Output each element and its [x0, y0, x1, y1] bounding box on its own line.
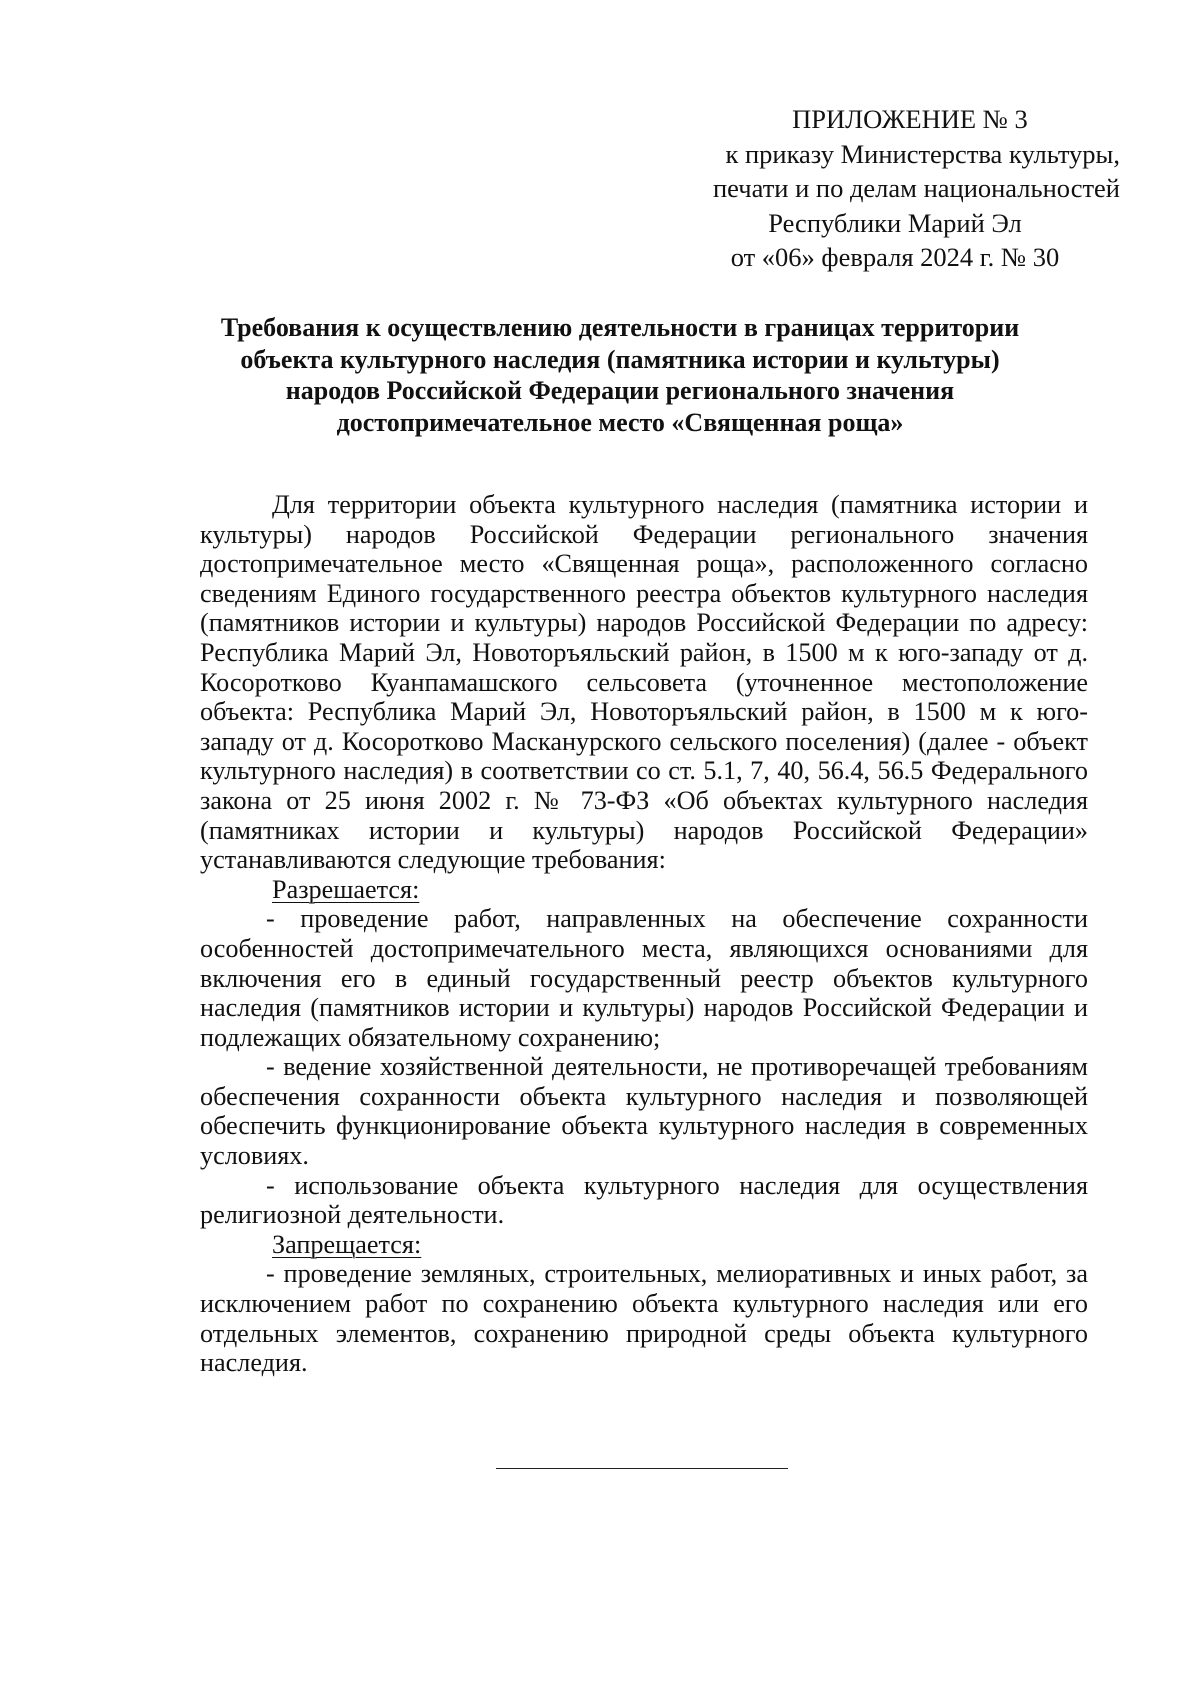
appendix-order-date: от «06» февраля 2024 г. № 30	[730, 242, 1060, 272]
title-line: Требования к осуществлению деятельности в границах территории	[220, 313, 1020, 342]
appendix-title: ПРИЛОЖЕНИЕ № 3	[792, 104, 1028, 134]
allowed-item: - ведение хозяйственной деятельности, не противоречащей требованиям обеспечения сохранности объекта культурного наследия и позволяющей обеспечить функционирование объекта культурного наследия в современных условиях.	[200, 1052, 1088, 1171]
document-title	[160, 312, 1080, 438]
allowed-item: - проведение работ, направленных на обеспечение сохранности особенностей достопримечательного места, являющихся основаниями для включения его в единый государственный реестр объектов культурного наследия (памятников истории и культуры) народов Российской Федерации и подлежащих обязательному сохранению;	[200, 904, 1088, 1052]
appendix-line: Республики Марий Эл	[768, 207, 1022, 238]
allowed-item: - использование объекта культурного наследия для осуществления религиозной деятельности.	[200, 1170, 1088, 1230]
title-line: народов Российской Федерации регионального значения	[285, 376, 955, 405]
title-line: достопримечательное место «Священная роща»	[336, 407, 904, 437]
document-body	[200, 490, 1088, 1378]
footer-divider	[496, 1468, 788, 1469]
allowed-heading: Разрешается:	[272, 874, 420, 904]
intro-paragraph: Для территории объекта культурного наследия (памятника истории и культуры) народов Российской Федерации регионального значения достопримечательное место «Священная роща», расположенного согласно сведениям Единого государственного реестра объектов культурного наследия (памятников истории и культуры) народов Российской Федерации по адресу: Республика Марий Эл, Новоторъяльский район, в 1500 м к юго-западу от д. Косоротково Куанпамашского сельсовета (уточненное местоположение объекта: Республика Марий Эл, Новоторъяльский район, в 1500 м к юго-западу от д. Косоротково Масканурского сельского поселения) (далее - объект культурного наследия) в соответствии со ст. 5.1, 7, 40, 56.4, 56.5 Федерального закона от 25 июня 2002 г. № 73-ФЗ «Об объектах культурного наследия (памятниках истории и культуры) народов Российской Федерации» устанавливаются следующие требования:	[200, 490, 1088, 875]
prohibited-heading: Запрещается:	[272, 1229, 422, 1259]
appendix-header	[640, 102, 1120, 275]
appendix-line: печати и по делам национальностей	[713, 173, 1120, 203]
title-line: объекта культурного наследия (памятника истории и культуры)	[240, 344, 1000, 374]
appendix-line: к приказу Министерства культуры,	[725, 138, 1120, 169]
prohibited-item: - проведение земляных, строительных, мелиоративных и иных работ, за исключением работ по сохранению объекта культурного наследия или его отдельных элементов, сохранению природной среды объекта культурного наследия.	[200, 1259, 1088, 1378]
